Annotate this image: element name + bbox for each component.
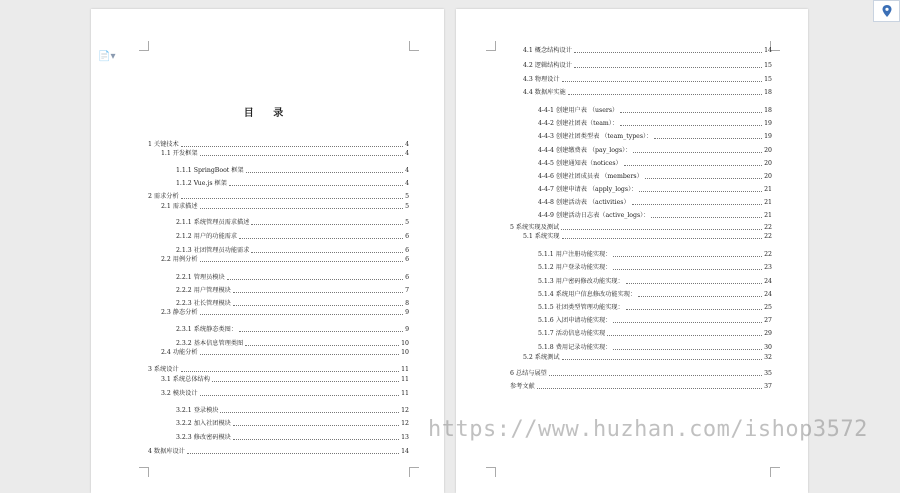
toc-entry-page: 14 bbox=[401, 448, 409, 455]
toc-entry-label: 4-4-6 创建社团成员表 （members） bbox=[538, 173, 643, 180]
toc-entry-page: 6 bbox=[405, 256, 409, 263]
toc-entry-page: 11 bbox=[401, 366, 409, 373]
toc-leader-dots bbox=[251, 224, 403, 225]
toc-entry[interactable] bbox=[523, 231, 772, 241]
toc-leader-dots bbox=[574, 52, 762, 53]
toc-leader-dots bbox=[200, 261, 404, 262]
toc-entry-label: 3.2.1 登录模块 bbox=[176, 407, 219, 414]
toc-leader-dots bbox=[624, 165, 762, 166]
toc-entry[interactable] bbox=[523, 352, 772, 362]
toc-entry-page: 21 bbox=[764, 212, 772, 219]
toc-entry-page: 4 bbox=[405, 150, 409, 157]
toc-leader-dots bbox=[181, 146, 403, 147]
toc-entry-page: 24 bbox=[764, 278, 772, 285]
toc-title: 目 录 bbox=[243, 108, 292, 119]
toc-entry-label: 5.2 系统测试 bbox=[523, 354, 560, 361]
toc-leader-dots bbox=[645, 178, 762, 179]
toc-entry-page: 10 bbox=[401, 340, 409, 347]
toc-leader-dots bbox=[181, 371, 399, 372]
toc-entry-label: 2.3.2 基本信息管理类图 bbox=[176, 340, 244, 347]
location-pin-icon bbox=[882, 5, 892, 17]
toc-entry[interactable] bbox=[538, 302, 772, 312]
toc-leader-dots bbox=[568, 94, 762, 95]
toc-entry-page: 21 bbox=[764, 186, 772, 193]
toc-entry-label: 5.1.1 用户注册功能实现： bbox=[538, 251, 612, 258]
toc-entry-label: 2.2.2 用户管理模块 bbox=[176, 287, 231, 294]
toc-entry-page: 37 bbox=[764, 383, 772, 390]
toc-entry[interactable] bbox=[538, 210, 772, 220]
toc-leader-dots bbox=[212, 381, 399, 382]
toc-entry-page: 27 bbox=[764, 317, 772, 324]
toc-entry-label: 5.1 系统实现 bbox=[523, 233, 560, 240]
toc-leader-dots bbox=[200, 314, 404, 315]
toc-entry-page: 14 bbox=[764, 47, 772, 54]
toc-entry-page: 5 bbox=[405, 219, 409, 226]
toc-entry-label: 4-4-2 创建社团表（team）： bbox=[538, 120, 619, 127]
toc-entry-label: 2.2.3 社长管理模块 bbox=[176, 300, 231, 307]
toc-entry-page: 10 bbox=[401, 349, 409, 356]
toc-entry[interactable] bbox=[161, 347, 409, 357]
toc-entry-page: 19 bbox=[764, 120, 772, 127]
crop-mark bbox=[139, 41, 149, 51]
toc-entry[interactable] bbox=[176, 178, 409, 188]
toc-entry-page: 9 bbox=[405, 326, 409, 333]
toc-entry-page: 19 bbox=[764, 133, 772, 140]
toc-entry-page: 13 bbox=[401, 434, 409, 441]
toc-entry-page: 9 bbox=[405, 309, 409, 316]
toc-entry-label: 1.1.1 SpringBoot 框架 bbox=[176, 167, 244, 174]
toc-entry-page: 12 bbox=[401, 407, 409, 414]
toc-entry-page: 8 bbox=[405, 300, 409, 307]
toc-entry-label: 6 总结与展望 bbox=[510, 370, 547, 377]
toc-entry[interactable] bbox=[161, 254, 409, 264]
toc-entry-page: 6 bbox=[405, 233, 409, 240]
toc-entry[interactable] bbox=[161, 148, 409, 158]
toc-entry-label: 4-4-1 创建用户表 （users） bbox=[538, 107, 619, 114]
toc-entry-label: 4-4-4 创建缴费表 （pay_logs）： bbox=[538, 147, 632, 154]
toc-entry[interactable] bbox=[538, 158, 772, 168]
toc-leader-dots bbox=[613, 269, 762, 270]
toc-entry-page: 12 bbox=[401, 420, 409, 427]
toc-entry-label: 2.1 需求描述 bbox=[161, 203, 198, 210]
toc-entry-label: 5.1.6 入团申请功能实现： bbox=[538, 317, 612, 324]
toc-leader-dots bbox=[229, 185, 403, 186]
toc-entry-page: 22 bbox=[764, 233, 772, 240]
toc-entry[interactable] bbox=[176, 418, 409, 428]
toc-leader-dots bbox=[654, 138, 762, 139]
toc-entry[interactable] bbox=[161, 374, 409, 384]
toc-leader-dots bbox=[613, 256, 762, 257]
toc-entry[interactable] bbox=[538, 145, 772, 155]
toc-leader-dots bbox=[620, 112, 762, 113]
toc-entry-label: 4.3 物理设计 bbox=[523, 76, 560, 83]
toc-leader-dots bbox=[233, 439, 399, 440]
toc-entry[interactable] bbox=[176, 432, 409, 442]
toc-entry[interactable] bbox=[538, 105, 772, 115]
toc-leader-dots bbox=[233, 305, 403, 306]
toc-entry-page: 21 bbox=[764, 199, 772, 206]
toc-leader-dots bbox=[638, 296, 762, 297]
toc-entry-label: 5.1.7 活动信息功能实现 bbox=[538, 330, 606, 337]
toc-leader-dots bbox=[562, 238, 763, 239]
toc-entry-label: 5.1.4 系统用户信息修改功能实现： bbox=[538, 291, 637, 298]
toc-entry-page: 32 bbox=[764, 354, 772, 361]
toc-entry-page: 15 bbox=[764, 76, 772, 83]
toc-leader-dots bbox=[537, 388, 762, 389]
toc-entry-label: 2.3.1 系统静态类图： bbox=[176, 326, 238, 333]
toc-leader-dots bbox=[251, 252, 403, 253]
toc-leader-dots bbox=[200, 155, 404, 156]
toc-leader-dots bbox=[220, 412, 399, 413]
toc-entry[interactable] bbox=[538, 131, 772, 141]
toc-entry-label: 4.1 概念结构设计 bbox=[523, 47, 572, 54]
toc-entry-page: 20 bbox=[764, 173, 772, 180]
toc-leader-dots bbox=[549, 375, 762, 376]
toc-entry[interactable] bbox=[538, 328, 772, 338]
toc-leader-dots bbox=[239, 331, 403, 332]
toc-entry[interactable] bbox=[538, 197, 772, 207]
crop-mark bbox=[409, 467, 419, 477]
toc-leader-dots bbox=[613, 322, 762, 323]
document-page-left bbox=[91, 9, 444, 493]
toc-entry[interactable] bbox=[176, 165, 409, 175]
toc-leader-dots bbox=[200, 395, 400, 396]
toc-entry[interactable] bbox=[148, 191, 409, 201]
toc-entry-page: 30 bbox=[764, 344, 772, 351]
toc-entry[interactable] bbox=[523, 87, 772, 97]
toc-entry-label: 4.4 数据库实施 bbox=[523, 89, 566, 96]
toc-leader-dots bbox=[181, 198, 403, 199]
toc-entry-label: 4-4-9 创建活动日志表（active_logs）： bbox=[538, 212, 650, 219]
toc-entry-label: 5.1.8 费用记录功能实现： bbox=[538, 344, 612, 351]
toc-leader-dots bbox=[200, 354, 400, 355]
toc-entry-label: 3 系统设计 bbox=[148, 366, 179, 373]
toc-leader-dots bbox=[651, 217, 762, 218]
toc-leader-dots bbox=[233, 425, 399, 426]
toc-entry[interactable] bbox=[538, 184, 772, 194]
toc-entry-page: 4 bbox=[405, 141, 409, 148]
toc-entry[interactable] bbox=[176, 285, 409, 295]
toc-entry[interactable] bbox=[538, 249, 772, 259]
toc-entry-label: 3.2.2 加入社团模块 bbox=[176, 420, 231, 427]
crop-mark bbox=[486, 41, 496, 51]
toc-entry-label: 1.1.2 Vue.js 框架 bbox=[176, 180, 227, 187]
toc-entry-page: 6 bbox=[405, 247, 409, 254]
toc-entry-label: 3.1 系统总体结构 bbox=[161, 376, 210, 383]
toc-entry-label: 2.2 用例分析 bbox=[161, 256, 198, 263]
toc-leader-dots bbox=[245, 345, 399, 346]
toc-entry[interactable] bbox=[148, 446, 409, 456]
toc-leader-dots bbox=[561, 229, 762, 230]
crop-mark bbox=[139, 467, 149, 477]
toc-entry-label: 5.1.5 社团类型管理功能实现： bbox=[538, 304, 624, 311]
toc-entry-page: 18 bbox=[764, 107, 772, 114]
toc-entry-page: 23 bbox=[764, 264, 772, 271]
toc-entry-page: 22 bbox=[764, 224, 772, 231]
crop-mark bbox=[409, 41, 419, 51]
toc-entry-label: 3.2 模块设计 bbox=[161, 390, 198, 397]
toc-entry[interactable] bbox=[161, 201, 409, 211]
toc-entry[interactable] bbox=[510, 381, 772, 391]
toc-entry-label: 2.4 功能分析 bbox=[161, 349, 198, 356]
toc-entry-label: 5.1.3 用户密码修改功能实现： bbox=[538, 278, 624, 285]
toc-leader-dots bbox=[626, 309, 762, 310]
toc-leader-dots bbox=[239, 238, 403, 239]
toc-leader-dots bbox=[620, 125, 762, 126]
toc-entry-label: 1.1 开发框架 bbox=[161, 150, 198, 157]
toc-entry[interactable] bbox=[176, 231, 409, 241]
toc-entry[interactable] bbox=[176, 405, 409, 415]
toc-leader-dots bbox=[632, 204, 762, 205]
toc-entry-page: 20 bbox=[764, 147, 772, 154]
toc-leader-dots bbox=[639, 191, 762, 192]
toc-entry[interactable] bbox=[538, 171, 772, 181]
toc-entry[interactable] bbox=[538, 315, 772, 325]
toc-entry-label: 2.3 静态分析 bbox=[161, 309, 198, 316]
toc-entry-label: 4.2 逻辑结构设计 bbox=[523, 62, 572, 69]
toc-entry-label: 2.1.1 系统管理员需求描述 bbox=[176, 219, 250, 226]
toc-entry[interactable] bbox=[538, 289, 772, 299]
toc-entry-label: 2.1.3 社团管理员功能需求 bbox=[176, 247, 250, 254]
toc-entry[interactable] bbox=[148, 364, 409, 374]
toc-entry-label: 2.1.2 用户的功能需求 bbox=[176, 233, 238, 240]
toc-entry-page: 35 bbox=[764, 370, 772, 377]
toc-entry-page: 11 bbox=[401, 376, 409, 383]
toc-entry[interactable] bbox=[538, 342, 772, 352]
toc-entry[interactable] bbox=[523, 45, 772, 55]
crop-mark bbox=[486, 467, 496, 477]
toc-leader-dots bbox=[633, 152, 762, 153]
toc-entry[interactable] bbox=[176, 272, 409, 282]
toc-entry[interactable] bbox=[538, 262, 772, 272]
toc-entry-page: 5 bbox=[405, 203, 409, 210]
toc-entry[interactable] bbox=[176, 217, 409, 227]
toc-entry-label: 3.2.3 修改密码模块 bbox=[176, 434, 231, 441]
toc-entry[interactable] bbox=[161, 307, 409, 317]
toc-entry-label: 4-4-8 创建活动表 （activities） bbox=[538, 199, 630, 206]
toc-entry-page: 20 bbox=[764, 160, 772, 167]
toc-entry-label: 2.2.1 管理员模块 bbox=[176, 274, 225, 281]
toc-entry-page: 5 bbox=[405, 193, 409, 200]
toc-entry[interactable] bbox=[523, 60, 772, 70]
toc-entry-label: 5.1.2 用户登录功能实现： bbox=[538, 264, 612, 271]
toc-entry-label: 1 关键技术 bbox=[148, 141, 179, 148]
toc-leader-dots bbox=[562, 81, 763, 82]
toc-leader-dots bbox=[626, 283, 762, 284]
toc-leader-dots bbox=[187, 453, 399, 454]
toc-leader-dots bbox=[574, 67, 762, 68]
toc-entry[interactable] bbox=[538, 276, 772, 286]
toc-entry-page: 22 bbox=[764, 251, 772, 258]
toc-leader-dots bbox=[562, 359, 763, 360]
toc-entry[interactable] bbox=[538, 118, 772, 128]
toc-entry-label: 4-4-5 创建通知表（notices） bbox=[538, 160, 622, 167]
toc-leader-dots bbox=[246, 172, 403, 173]
crop-mark bbox=[770, 467, 780, 477]
toc-leader-dots bbox=[613, 349, 762, 350]
toc-entry-label: 4-4-3 创建社团类型表 （team_types）： bbox=[538, 133, 653, 140]
toc-entry[interactable] bbox=[510, 368, 772, 378]
toc-entry-page: 7 bbox=[405, 287, 409, 294]
toc-entry-page: 11 bbox=[401, 390, 409, 397]
toc-entry-page: 24 bbox=[764, 291, 772, 298]
toc-leader-dots bbox=[233, 292, 403, 293]
toc-entry-label: 5 系统实现及测试 bbox=[510, 224, 560, 231]
toc-leader-dots bbox=[607, 335, 762, 336]
toc-leader-dots bbox=[227, 279, 403, 280]
location-pin-button[interactable] bbox=[873, 0, 900, 22]
toc-entry-label: 2 需求分析 bbox=[148, 193, 179, 200]
document-icon[interactable]: 📄▾ bbox=[98, 51, 116, 62]
toc-entry-page: 18 bbox=[764, 89, 772, 96]
toc-entry-page: 25 bbox=[764, 304, 772, 311]
watermark-text: https://www.huzhan.com/ishop3572 bbox=[428, 417, 868, 442]
toc-entry[interactable] bbox=[176, 324, 409, 334]
toc-entry-page: 29 bbox=[764, 330, 772, 337]
toc-entry-label: 4 数据库设计 bbox=[148, 448, 185, 455]
toc-leader-dots bbox=[200, 208, 404, 209]
toc-entry-label: 参考文献 bbox=[510, 383, 535, 390]
toc-entry-page: 15 bbox=[764, 62, 772, 69]
toc-entry-page: 4 bbox=[405, 167, 409, 174]
toc-entry-page: 6 bbox=[405, 274, 409, 281]
toc-entry[interactable] bbox=[523, 74, 772, 84]
toc-entry-page: 4 bbox=[405, 180, 409, 187]
toc-entry[interactable] bbox=[161, 388, 409, 398]
toc-entry-label: 4-4-7 创建申请表 （apply_logs）： bbox=[538, 186, 638, 193]
